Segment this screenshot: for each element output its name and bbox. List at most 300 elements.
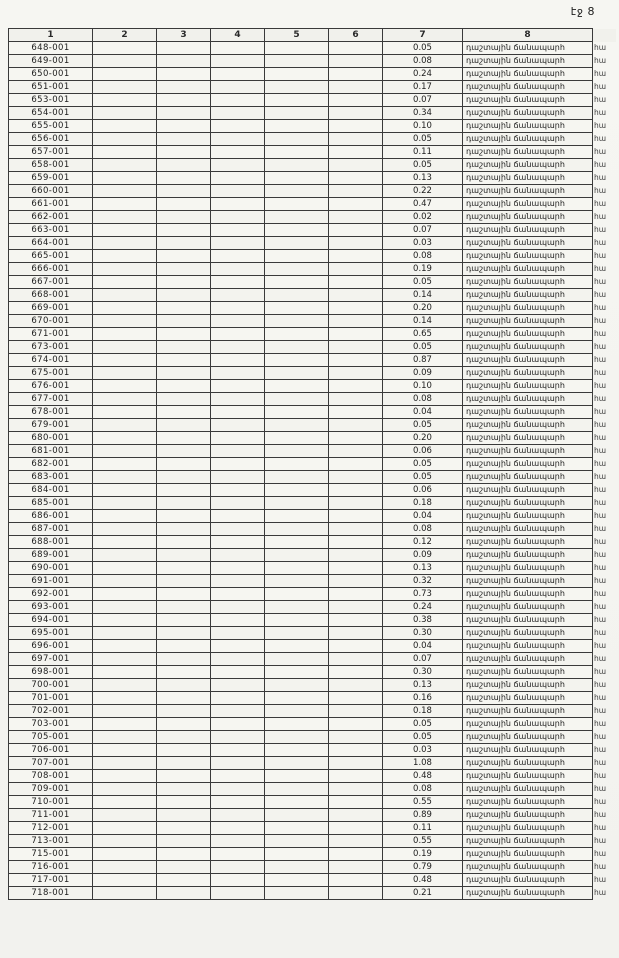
empty-cell [329, 887, 383, 900]
empty-cell [329, 861, 383, 874]
empty-cell [329, 822, 383, 835]
empty-cell [93, 809, 157, 822]
unit-header-spacer [593, 29, 617, 42]
unit-label: հա [594, 810, 607, 819]
empty-cell [211, 640, 265, 653]
table-row [9, 276, 617, 289]
row-id-cell: 700-001 [9, 679, 93, 692]
area-value-cell: 0.20 [383, 302, 463, 315]
empty-cell [93, 185, 157, 198]
empty-cell [329, 510, 383, 523]
empty-cell [329, 770, 383, 783]
empty-cell [211, 458, 265, 471]
land-use-cell: դաշտային ճանապարհ [463, 185, 593, 198]
empty-cell [93, 237, 157, 250]
land-use-cell: դաշտային ճանապարհ [463, 679, 593, 692]
table-row [9, 861, 617, 874]
empty-cell [265, 874, 329, 887]
empty-cell [211, 68, 265, 81]
row-id-cell: 654-001 [9, 107, 93, 120]
row-id-cell: 657-001 [9, 146, 93, 159]
empty-cell [157, 770, 211, 783]
land-use-cell: դաշտային ճանապարհ [463, 276, 593, 289]
empty-cell [211, 887, 265, 900]
row-id-cell: 685-001 [9, 497, 93, 510]
empty-cell [93, 861, 157, 874]
land-use-cell: դաշտային ճանապարհ [463, 367, 593, 380]
empty-cell [157, 146, 211, 159]
unit-label: հա [594, 82, 607, 91]
row-id-cell: 660-001 [9, 185, 93, 198]
unit-label: հա [594, 706, 607, 715]
table-row [9, 81, 617, 94]
empty-cell [265, 250, 329, 263]
land-use-cell: դաշտային ճանապարհ [463, 835, 593, 848]
table-row [9, 796, 617, 809]
row-id-cell: 665-001 [9, 250, 93, 263]
empty-cell [265, 497, 329, 510]
empty-cell [93, 211, 157, 224]
empty-cell [93, 133, 157, 146]
empty-cell [93, 718, 157, 731]
empty-cell [157, 276, 211, 289]
empty-cell [329, 783, 383, 796]
empty-cell [157, 81, 211, 94]
area-value-cell: 0.08 [383, 55, 463, 68]
empty-cell [211, 224, 265, 237]
empty-cell [93, 653, 157, 666]
empty-cell [93, 523, 157, 536]
empty-cell [265, 614, 329, 627]
table-row [9, 887, 617, 900]
empty-cell [93, 328, 157, 341]
unit-label: հա [594, 758, 607, 767]
empty-cell [329, 315, 383, 328]
empty-cell [211, 757, 265, 770]
land-use-cell: դաշտային ճանապարհ [463, 55, 593, 68]
empty-cell [329, 627, 383, 640]
empty-cell [93, 146, 157, 159]
land-use-cell: դաշտային ճանապարհ [463, 653, 593, 666]
area-value-cell: 0.34 [383, 107, 463, 120]
empty-cell [329, 705, 383, 718]
empty-cell [93, 393, 157, 406]
empty-cell [265, 211, 329, 224]
land-use-cell: դաշտային ճանապարհ [463, 536, 593, 549]
area-value-cell: 0.11 [383, 146, 463, 159]
empty-cell [265, 458, 329, 471]
empty-cell [329, 120, 383, 133]
column-header: 7 [383, 29, 463, 42]
empty-cell [211, 809, 265, 822]
empty-cell [157, 198, 211, 211]
empty-cell [265, 796, 329, 809]
empty-cell [265, 718, 329, 731]
area-value-cell: 0.19 [383, 263, 463, 276]
area-value-cell: 0.38 [383, 614, 463, 627]
empty-cell [265, 380, 329, 393]
empty-cell [329, 536, 383, 549]
area-value-cell: 0.19 [383, 848, 463, 861]
empty-cell [329, 562, 383, 575]
empty-cell [265, 601, 329, 614]
empty-cell [329, 484, 383, 497]
land-use-cell: դաշտային ճանապարհ [463, 133, 593, 146]
empty-cell [265, 289, 329, 302]
unit-label: հա [594, 875, 607, 884]
row-id-cell: 689-001 [9, 549, 93, 562]
land-use-cell: դաշտային ճանապարհ [463, 471, 593, 484]
empty-cell [265, 705, 329, 718]
empty-cell [93, 783, 157, 796]
land-use-cell: դաշտային ճանապարհ [463, 796, 593, 809]
empty-cell [329, 237, 383, 250]
empty-cell [93, 770, 157, 783]
empty-cell [329, 367, 383, 380]
empty-cell [211, 796, 265, 809]
empty-cell [211, 783, 265, 796]
land-use-cell: դաշտային ճանապարհ [463, 640, 593, 653]
unit-label: հա [594, 485, 607, 494]
area-value-cell: 0.05 [383, 133, 463, 146]
empty-cell [211, 211, 265, 224]
land-use-cell: դաշտային ճանապարհ [463, 705, 593, 718]
empty-cell [211, 133, 265, 146]
area-value-cell: 0.30 [383, 666, 463, 679]
empty-cell [329, 354, 383, 367]
unit-label: հա [594, 69, 607, 78]
empty-cell [211, 198, 265, 211]
empty-cell [157, 744, 211, 757]
empty-cell [211, 42, 265, 55]
table-row [9, 783, 617, 796]
empty-cell [211, 471, 265, 484]
empty-cell [329, 445, 383, 458]
row-id-cell: 697-001 [9, 653, 93, 666]
table-row [9, 393, 617, 406]
empty-cell [157, 718, 211, 731]
empty-cell [265, 328, 329, 341]
empty-cell [329, 289, 383, 302]
area-value-cell: 0.10 [383, 380, 463, 393]
empty-cell [329, 575, 383, 588]
land-use-cell: դաշտային ճանապարհ [463, 224, 593, 237]
empty-cell [157, 419, 211, 432]
unit-label: հա [594, 719, 607, 728]
empty-cell [157, 731, 211, 744]
area-value-cell: 0.17 [383, 81, 463, 94]
table-row [9, 510, 617, 523]
empty-cell [157, 432, 211, 445]
land-use-cell: դաշտային ճանապարհ [463, 874, 593, 887]
empty-cell [157, 224, 211, 237]
column-header: 1 [9, 29, 93, 42]
area-value-cell: 0.06 [383, 445, 463, 458]
empty-cell [93, 120, 157, 133]
land-use-cell: դաշտային ճանապարհ [463, 692, 593, 705]
area-value-cell: 0.05 [383, 718, 463, 731]
area-value-cell: 0.18 [383, 705, 463, 718]
empty-cell [265, 237, 329, 250]
empty-cell [93, 432, 157, 445]
unit-label: հա [594, 680, 607, 689]
empty-cell [93, 380, 157, 393]
empty-cell [329, 146, 383, 159]
empty-cell [157, 172, 211, 185]
empty-cell [265, 224, 329, 237]
empty-cell [157, 159, 211, 172]
land-use-cell: դաշտային ճանապարհ [463, 107, 593, 120]
empty-cell [93, 484, 157, 497]
row-id-cell: 716-001 [9, 861, 93, 874]
empty-cell [93, 458, 157, 471]
table-row [9, 718, 617, 731]
unit-label: հա [594, 615, 607, 624]
empty-cell [329, 406, 383, 419]
row-id-cell: 709-001 [9, 783, 93, 796]
unit-label: հա [594, 121, 607, 130]
area-value-cell: 0.10 [383, 120, 463, 133]
area-value-cell: 0.07 [383, 94, 463, 107]
unit-label: հա [594, 238, 607, 247]
unit-label: հա [594, 784, 607, 793]
land-use-cell: դաշտային ճանապարհ [463, 328, 593, 341]
empty-cell [211, 874, 265, 887]
empty-cell [265, 159, 329, 172]
empty-cell [265, 887, 329, 900]
empty-cell [93, 627, 157, 640]
empty-cell [329, 497, 383, 510]
unit-label: հա [594, 95, 607, 104]
empty-cell [211, 185, 265, 198]
row-id-cell: 686-001 [9, 510, 93, 523]
table-row [9, 224, 617, 237]
empty-cell [265, 198, 329, 211]
area-value-cell: 0.89 [383, 809, 463, 822]
area-value-cell: 0.08 [383, 523, 463, 536]
empty-cell [265, 107, 329, 120]
row-id-cell: 705-001 [9, 731, 93, 744]
empty-cell [211, 770, 265, 783]
table-row [9, 588, 617, 601]
unit-label: հա [594, 472, 607, 481]
column-header: 8 [463, 29, 593, 42]
unit-label: հա [594, 290, 607, 299]
land-use-cell: դաշտային ճանապարհ [463, 887, 593, 900]
area-value-cell: 0.08 [383, 250, 463, 263]
table-row [9, 874, 617, 887]
empty-cell [157, 874, 211, 887]
unit-label: հա [594, 160, 607, 169]
row-id-cell: 664-001 [9, 237, 93, 250]
table-row [9, 549, 617, 562]
unit-label: հա [594, 199, 607, 208]
empty-cell [329, 640, 383, 653]
land-use-cell: դաշտային ճանապարհ [463, 263, 593, 276]
empty-cell [157, 289, 211, 302]
area-value-cell: 0.03 [383, 744, 463, 757]
empty-cell [157, 562, 211, 575]
row-id-cell: 656-001 [9, 133, 93, 146]
table-row [9, 848, 617, 861]
empty-cell [211, 679, 265, 692]
table-row [9, 653, 617, 666]
land-use-cell: դաշտային ճանապարհ [463, 172, 593, 185]
row-id-cell: 691-001 [9, 575, 93, 588]
land-use-cell: դաշտային ճանապարհ [463, 81, 593, 94]
empty-cell [93, 887, 157, 900]
area-value-cell: 0.04 [383, 510, 463, 523]
empty-cell [329, 614, 383, 627]
unit-label: հա [594, 511, 607, 520]
empty-cell [157, 809, 211, 822]
empty-cell [329, 107, 383, 120]
empty-cell [265, 588, 329, 601]
empty-cell [265, 653, 329, 666]
empty-cell [157, 315, 211, 328]
area-value-cell: 0.09 [383, 549, 463, 562]
empty-cell [265, 666, 329, 679]
land-use-cell: դաշտային ճանապարհ [463, 380, 593, 393]
empty-cell [265, 484, 329, 497]
row-id-cell: 668-001 [9, 289, 93, 302]
empty-cell [265, 471, 329, 484]
empty-cell [265, 731, 329, 744]
row-id-cell: 687-001 [9, 523, 93, 536]
land-use-cell: դաշտային ճանապարհ [463, 406, 593, 419]
empty-cell [211, 510, 265, 523]
land-use-cell: դաշտային ճանապարհ [463, 614, 593, 627]
area-value-cell: 0.55 [383, 796, 463, 809]
empty-cell [265, 536, 329, 549]
empty-cell [329, 172, 383, 185]
empty-cell [211, 536, 265, 549]
row-id-cell: 649-001 [9, 55, 93, 68]
empty-cell [211, 523, 265, 536]
empty-cell [211, 159, 265, 172]
empty-cell [157, 679, 211, 692]
row-id-cell: 680-001 [9, 432, 93, 445]
empty-cell [265, 146, 329, 159]
empty-cell [211, 419, 265, 432]
row-id-cell: 695-001 [9, 627, 93, 640]
land-use-cell: դաշտային ճանապարհ [463, 120, 593, 133]
empty-cell [211, 614, 265, 627]
unit-label: հա [594, 641, 607, 650]
row-id-cell: 675-001 [9, 367, 93, 380]
unit-label: հա [594, 823, 607, 832]
empty-cell [157, 887, 211, 900]
land-use-cell: դաշտային ճանապարհ [463, 822, 593, 835]
empty-cell [265, 549, 329, 562]
unit-label: հա [594, 56, 607, 65]
table-row [9, 380, 617, 393]
row-id-cell: 682-001 [9, 458, 93, 471]
table-row [9, 445, 617, 458]
table-row [9, 68, 617, 81]
land-use-cell: դաշտային ճանապարհ [463, 588, 593, 601]
row-id-cell: 713-001 [9, 835, 93, 848]
empty-cell [265, 757, 329, 770]
empty-cell [329, 848, 383, 861]
empty-cell [265, 783, 329, 796]
empty-cell [93, 263, 157, 276]
row-id-cell: 648-001 [9, 42, 93, 55]
empty-cell [93, 289, 157, 302]
empty-cell [93, 94, 157, 107]
area-value-cell: 0.55 [383, 835, 463, 848]
empty-cell [211, 562, 265, 575]
empty-cell [211, 731, 265, 744]
empty-cell [93, 341, 157, 354]
row-id-cell: 671-001 [9, 328, 93, 341]
empty-cell [265, 445, 329, 458]
area-value-cell: 0.08 [383, 783, 463, 796]
land-use-cell: դաշտային ճանապարհ [463, 497, 593, 510]
table-row [9, 302, 617, 315]
empty-cell [329, 185, 383, 198]
land-use-cell: դաշտային ճանապարհ [463, 601, 593, 614]
table-row [9, 640, 617, 653]
empty-cell [265, 627, 329, 640]
empty-cell [329, 432, 383, 445]
unit-label: հա [594, 732, 607, 741]
area-value-cell: 0.21 [383, 887, 463, 900]
empty-cell [329, 133, 383, 146]
table-row [9, 809, 617, 822]
land-use-cell: դաշտային ճանապարհ [463, 315, 593, 328]
header-row [9, 29, 617, 42]
empty-cell [93, 42, 157, 55]
empty-cell [93, 68, 157, 81]
empty-cell [157, 705, 211, 718]
land-use-cell: դաշտային ճանապարհ [463, 562, 593, 575]
empty-cell [211, 718, 265, 731]
empty-cell [93, 367, 157, 380]
table-row [9, 406, 617, 419]
unit-label: հա [594, 745, 607, 754]
column-header: 3 [157, 29, 211, 42]
empty-cell [211, 172, 265, 185]
area-value-cell: 0.05 [383, 471, 463, 484]
unit-label: հա [594, 888, 607, 897]
table-row [9, 484, 617, 497]
row-id-cell: 717-001 [9, 874, 93, 887]
empty-cell [329, 731, 383, 744]
empty-cell [265, 835, 329, 848]
empty-cell [329, 380, 383, 393]
empty-cell [157, 185, 211, 198]
land-use-cell: դաշտային ճանապարհ [463, 510, 593, 523]
empty-cell [329, 393, 383, 406]
empty-cell [265, 315, 329, 328]
empty-cell [329, 458, 383, 471]
table-row [9, 367, 617, 380]
empty-cell [265, 341, 329, 354]
table-row [9, 562, 617, 575]
empty-cell [329, 211, 383, 224]
land-use-cell: դաշտային ճանապարհ [463, 718, 593, 731]
row-id-cell: 661-001 [9, 198, 93, 211]
row-id-cell: 693-001 [9, 601, 93, 614]
table-row [9, 354, 617, 367]
empty-cell [265, 679, 329, 692]
row-id-cell: 674-001 [9, 354, 93, 367]
area-value-cell: 0.13 [383, 172, 463, 185]
row-id-cell: 678-001 [9, 406, 93, 419]
empty-cell [211, 575, 265, 588]
empty-cell [329, 224, 383, 237]
